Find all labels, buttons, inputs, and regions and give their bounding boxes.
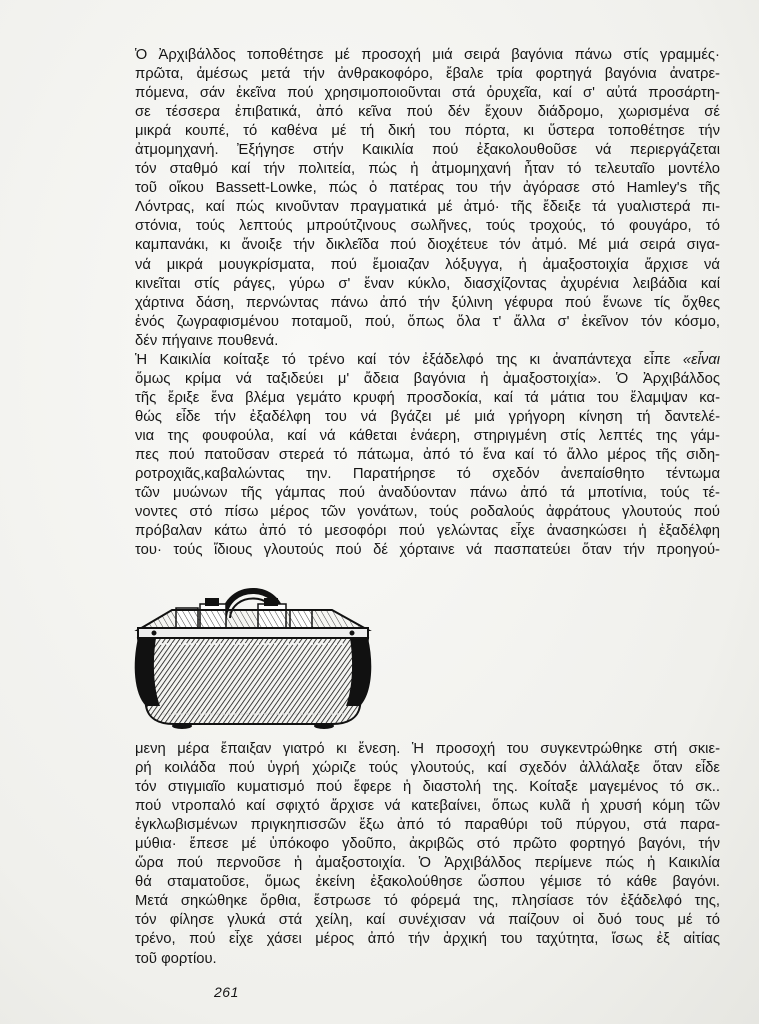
text-line: ἀτμομηχανή. Ἐξήγησε στήν Καικιλία πού ἐξακολουθοῦσε νά περιεργάζεται <box>135 142 720 159</box>
text-segment: Ἡ Καικιλία κοίταξε τό τρένο καί τόν ἐξάδελφό της κι ἀναπάντεχα εἶπε <box>135 351 671 368</box>
text-line: νά μικρά μουγκρίσματα, πού ἔμοιαζαν λόξυγγα, ἡ ἀμαξοστοιχία ἄρχισε νά <box>135 256 720 273</box>
text-line: πόμενα, σάν ἐκεῖνα πού χρησιμοποιοῦνται στά ὀρυχεῖα, καί σ' αὐτά προσάρτη- <box>135 85 720 102</box>
text-line: τῆς ἔριξε ἕνα βλέμα γεμάτο κρυφή προσδοκία, καί τά μάτια του ἔλαμψαν κα- <box>135 389 720 406</box>
text-line: Λόντρας, καί πώς κινοῦνταν πραγματικά μέ ἀτμό· τῆς ἔδειξε τά γυαλιστερά πι- <box>135 199 720 216</box>
doctor-bag-illustration <box>132 574 372 730</box>
text-line: ἑνός ζωγραφισμένου ποταμοῦ, πού, ὅπως ὅλα τ' ἄλλα σ' ἐκεῖνον τόν κόσμο, <box>135 313 720 330</box>
text-line: κινεῖται στίς ράγες, γύρω σ' ἕναν κύκλο, διασχίζοντας ἀχυρένια λειβάδια καί <box>135 275 720 292</box>
text-line-with-quote <box>135 351 720 370</box>
text-line: καμπανάκι, κι ἄνοιξε τήν δικλεῖδα πού διοχέτευε τόν ἀτμό. Μέ μιά σειρά σιγα- <box>135 237 720 254</box>
text-line: νια της φουφούλα, καί νά κάθεται ἐνάερη, στηριγμένη στίς λεπτές της γάμ- <box>135 427 720 444</box>
text-line: ὅμως κρίμα νά ταξιδεύει μ' ἄδεια βαγόνια ἡ ἀμαξοστοιχία». Ὁ Ἀρχιβάλδος <box>135 370 720 387</box>
text-line: τόν φίλησε γλυκά στά χείλη, καί συνέχισαν νά παίζουν οἱ δυό τους μέ τό <box>135 912 720 929</box>
text-line: πρῶτα, ἀμέσως μετά τήν ἀνθρακοφόρο, ἔβαλε τρία φορτηγά βαγόνια ἀνατρε- <box>135 66 720 83</box>
text-line: πες πού πατοῦσαν στερεά τό πάτωμα, ἀπό τό ἕνα καί τό ἄλλο μέρος τῆς σιδη- <box>135 446 720 463</box>
text-line: Μετά σηκώθηκε ὄρθια, ἔστρωσε τό φόρεμά της, πλησίασε τόν ἐξάδελφό της, <box>135 893 720 910</box>
text-line: τοῦ οἴκου Bassett-Lowke, πώς ὁ πατέρας του τήν ἀγόρασε στό Hamley's τῆς <box>135 180 720 197</box>
text-line: ρή κοιλάδα πού ὑγρή χώριζε τούς γλουτούς, καί σχεδόν ἀλλάλαξε ὅταν εἶδε <box>135 760 720 777</box>
text-line: θά σταματοῦσε, ὅμως ἐκείνη ἐξακολούθησε ὥσπου γέμισε τό κάθε βαγόνι. <box>135 874 720 891</box>
page-number: 261 <box>214 984 239 1000</box>
text-line: χάρτινα δάση, περνώντας πάνω ἀπό τήν ξύλινη γέφυρα πού ἕνωνε τίς ὄχθες <box>135 294 720 311</box>
text-line: τοῦ φορτίου. <box>135 950 217 967</box>
text-line: μύθια· ἔπεσε μέ ὑπόκοφο γδοῦπο, ἀκριβῶς στό πρῶτο φορτηγό βαγόνι, τήν <box>135 836 720 853</box>
text-line: του· τούς ἴδιους γλουτούς πού δέ χόρταινε νά πασπατεύει ὅταν τήν προηγού- <box>135 542 720 559</box>
text-line: πρόβαλαν κάτω ἀπό τό μεσοφόρι πού γελώντας εἶχε ἀνασηκώσει ἡ ἐξαδέλφη <box>135 523 720 540</box>
text-line: σε τέσσερα ἐπιβατικά, ἀπό κεῖνα πού δέν ἔχουν διάδρομο, χωρισμένα σέ <box>135 104 720 121</box>
quote-open: «εἶναι <box>682 351 720 368</box>
body-text-bottom <box>135 740 720 969</box>
text-line: στόνια, τούς λεπτούς μπρούτζινους σωλῆνες, τούς τροχούς, τό φουγάρο, τό <box>135 218 720 235</box>
text-line: ἐγκλωβισμένων πριγκηπισσῶν ἔξω ἀπό τό παραθύρι τοῦ πύργου, στά παρα- <box>135 817 720 834</box>
text-line: ὥρα πού περνοῦσε ἡ ἀμαξοστοιχία. Ὁ Ἀρχιβάλδος περίμενε πώς ἡ Καικιλία <box>135 855 720 872</box>
body-text-top <box>135 46 720 560</box>
text-line: δέν πήγαινε πουθενά. <box>135 332 279 349</box>
text-line: Ὁ Ἀρχιβάλδος τοποθέτησε μέ προσοχή μιά σειρά βαγόνια πάνω στίς γραμμές· <box>135 47 720 63</box>
text-line: μικρά κουπέ, τό καθένα μέ τή δική του πόρτα, κι ὕστερα τοποθέτησε τήν <box>135 123 720 140</box>
text-line: μενη μέρα ἔπαιξαν γιατρό κι ἔνεση. Ἡ προσοχή του συγκεντρώθηκε στή σκιε- <box>135 741 720 757</box>
text-line: πού ντροπαλό καί σφιχτό ἄρχισε νά κατεβαίνει, ὅπως κυλᾶ ἡ χρυσή κόμη τῶν <box>135 798 720 815</box>
text-line: ροτροχιᾶς,καβαλώντας την. Παρατήρησε τό σχεδόν ἀνεπαίσθητο τέντωμα <box>135 466 720 483</box>
text-line: τόν στιγμιαῖο κυματισμό πού ἔφερε ἡ διαστολή της. Κοίταξε μαγεμένος τό σκ.. <box>135 779 720 796</box>
text-line: τῶν μυώνων τῆς γάμπας πού ἀναδύονταν πάνω ἀπό τά μποτίνια, τούς τέ- <box>135 485 720 502</box>
text-line: τρένο, πού εἶχε χάσει μέρος ἀπό τήν ἀρχική του ταχύτητα, ἴσως ἐξ αἰτίας <box>135 931 720 948</box>
text-line: τόν σταθμό καί τήν πολιτεία, πώς ἡ ἀτμομηχανή ἦταν τό τελευταῖο μοντέλο <box>135 161 720 178</box>
text-line: θώς εἶδε τήν ἐξαδέλφη του νά βγάζει μέ μιά γρήγορη κίνηση τή δαντελέ- <box>135 408 720 425</box>
text-line: νοντες στό πίσω μέρος τῶν γονάτων, τούς ροδαλούς ἀφράτους γλουτούς πού <box>135 504 720 521</box>
